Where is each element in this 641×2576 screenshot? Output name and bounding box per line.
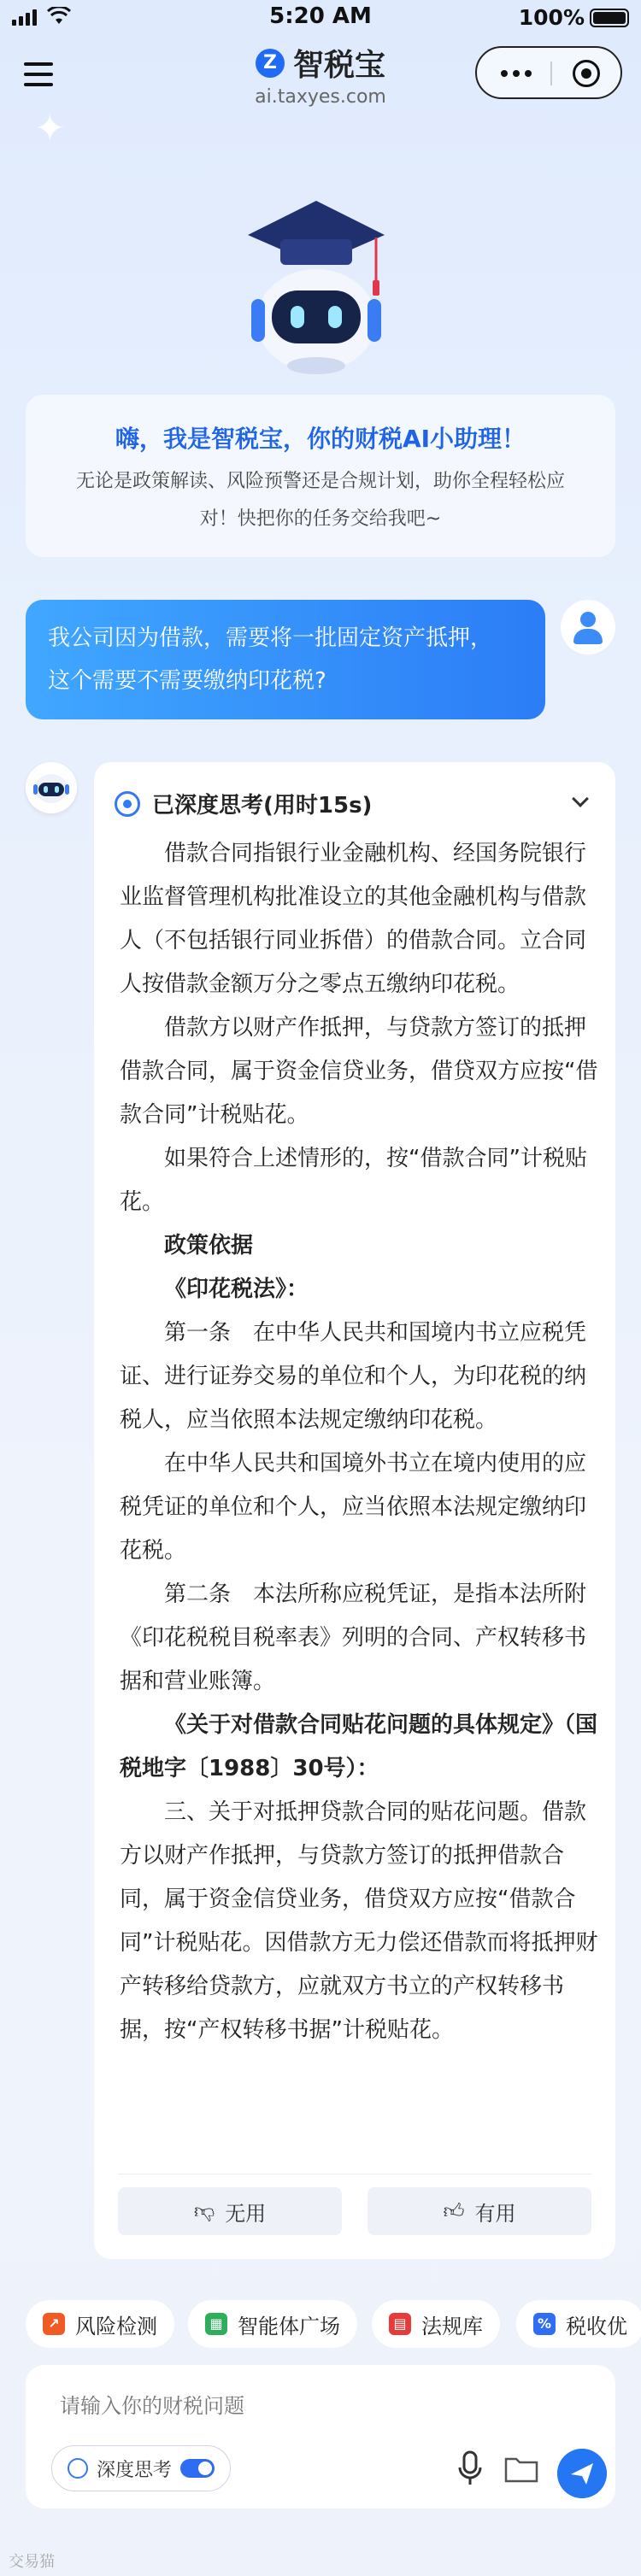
dislike-label: 无用 bbox=[225, 2201, 267, 2226]
like-button[interactable] bbox=[368, 2187, 591, 2235]
answer-paragraph: 借款合同指银行业金融机构、经国务院银行业监督管理机构批准设立的其他金融机构与借款人（不包括银行同业拆借）的借款合同。立合同人按借款金额万分之零点五缴纳印花税。 bbox=[120, 841, 587, 997]
deep-think-toggle[interactable] bbox=[51, 2445, 231, 2491]
answer-paragraph: 三、关于对抵押贷款合同的贴花问题。借款方以财产作抵押，与贷款方签订的抵押借款合同，属于资金信贷业务，借贷双方应按“借款合同”计税贴花。因借款方无力偿还借款而将抵押财产转移给贷款方，应就双方书立的产权转移书据，按“产权转移书据”计税贴花。 bbox=[120, 1799, 598, 2043]
chevron-down-icon[interactable] bbox=[572, 790, 589, 807]
watermark: 交易猫 bbox=[9, 2553, 55, 2571]
welcome-card bbox=[26, 395, 615, 557]
chip-label: 法规库 bbox=[421, 2314, 483, 2338]
tax-benefit-icon: % bbox=[533, 2313, 556, 2335]
agent-square-icon: ▦ bbox=[205, 2313, 227, 2335]
chip-label: 税收优 bbox=[566, 2314, 627, 2338]
capsule-divider bbox=[550, 62, 552, 85]
close-miniprogram-icon[interactable] bbox=[573, 60, 600, 87]
user-message-line: 我公司因为借款，需要将一批固定资产抵押， bbox=[48, 625, 493, 651]
like-label: 有用 bbox=[474, 2201, 516, 2226]
app-title bbox=[256, 41, 385, 85]
battery-percent: 100% bbox=[518, 5, 585, 30]
chip-label: 风险检测 bbox=[75, 2314, 157, 2338]
answer-paragraph: 借款方以财产作抵押，与贷款方签订的抵押借款合同，属于资金信贷业务，借贷双方应按“借款合同”计税贴花。 bbox=[120, 1015, 598, 1128]
law-library-icon: ▤ bbox=[389, 2313, 411, 2335]
app-url: ai.taxyes.com bbox=[255, 86, 386, 108]
chip-tax-benefit[interactable] bbox=[516, 2300, 641, 2348]
welcome-text bbox=[26, 463, 615, 538]
user-avatar-icon bbox=[561, 600, 615, 654]
battery-icon bbox=[590, 9, 629, 27]
sparkle-icon: ✦ bbox=[34, 107, 66, 150]
answer-text bbox=[120, 832, 598, 2052]
microphone-icon[interactable] bbox=[457, 2450, 483, 2488]
status-time: 5:20 AM bbox=[269, 3, 372, 29]
user-message-bubble bbox=[26, 600, 545, 719]
dislike-button[interactable] bbox=[118, 2187, 342, 2235]
answer-paragraph: 如果符合上述情形的，按“借款合同”计税贴花。 bbox=[120, 1146, 587, 1215]
policy-basis-heading: 政策依据 bbox=[164, 1233, 254, 1259]
bot-avatar-icon bbox=[26, 762, 77, 813]
regulation-title: 《关于对借款合同贴花问题的具体规定》（国税地字〔1988〕30号）： bbox=[120, 1712, 598, 1781]
deep-think-icon bbox=[68, 2458, 88, 2479]
chip-agent-square[interactable] bbox=[188, 2300, 357, 2348]
chat-input-box[interactable] bbox=[26, 2365, 615, 2509]
thinking-toggle[interactable] bbox=[115, 788, 372, 819]
law-title: 《印花税法》： bbox=[164, 1276, 309, 1302]
folder-icon[interactable] bbox=[504, 2454, 538, 2485]
welcome-title: 嗨，我是智税宝，你的财税AI小助理！ bbox=[115, 425, 526, 453]
risk-check-icon: ↗ bbox=[43, 2313, 65, 2335]
send-button[interactable] bbox=[557, 2449, 607, 2498]
logo-icon: Z bbox=[256, 49, 285, 78]
quick-chips bbox=[26, 2300, 641, 2348]
thumbs-down-icon: 👎︎ bbox=[193, 2198, 215, 2223]
chip-risk-check[interactable] bbox=[26, 2300, 174, 2348]
thinking-icon bbox=[115, 791, 140, 817]
chat-input-placeholder[interactable]: 请输入你的财税问题 bbox=[60, 2394, 244, 2418]
answer-paragraph: 第一条 在中华人民共和国境内书立应税凭证、进行证券交易的单位和个人，为印花税的纳税人，应当依照本法规定缴纳印花税。 bbox=[120, 1320, 587, 1433]
app-name: 智税宝 bbox=[292, 48, 385, 83]
nav-bar bbox=[0, 34, 641, 116]
deep-think-label: 深度思考 bbox=[97, 2459, 173, 2481]
thinking-label: 已深度思考(用时15s) bbox=[152, 793, 373, 819]
chip-law-library[interactable] bbox=[372, 2300, 500, 2348]
thumbs-up-icon: 👍︎ bbox=[443, 2198, 465, 2223]
welcome-line: 对！快把你的任务交给我吧~ bbox=[199, 508, 442, 530]
answer-paragraph: 第二条 本法所称应税凭证，是指本法所附《印花税税目税率表》列明的合同、产权转移书据和营业账簿。 bbox=[120, 1581, 587, 1694]
welcome-line: 无论是政策解读、风险预警还是合规计划，助你全程轻松应 bbox=[75, 471, 565, 492]
deep-think-switch[interactable] bbox=[180, 2459, 215, 2478]
user-message-line: 这个需要不需要缴纳印花税? bbox=[48, 668, 326, 694]
more-icon[interactable] bbox=[501, 70, 532, 77]
chip-label: 智能体广场 bbox=[238, 2314, 340, 2338]
robot-mascot bbox=[239, 197, 393, 376]
mini-program-capsule bbox=[475, 46, 622, 99]
answer-card bbox=[94, 762, 615, 2259]
status-bar bbox=[0, 0, 641, 34]
answer-paragraph: 在中华人民共和国境外书立在境内使用的应税凭证的单位和个人，应当依照本法规定缴纳印花税。 bbox=[120, 1451, 587, 1564]
battery bbox=[519, 5, 629, 30]
